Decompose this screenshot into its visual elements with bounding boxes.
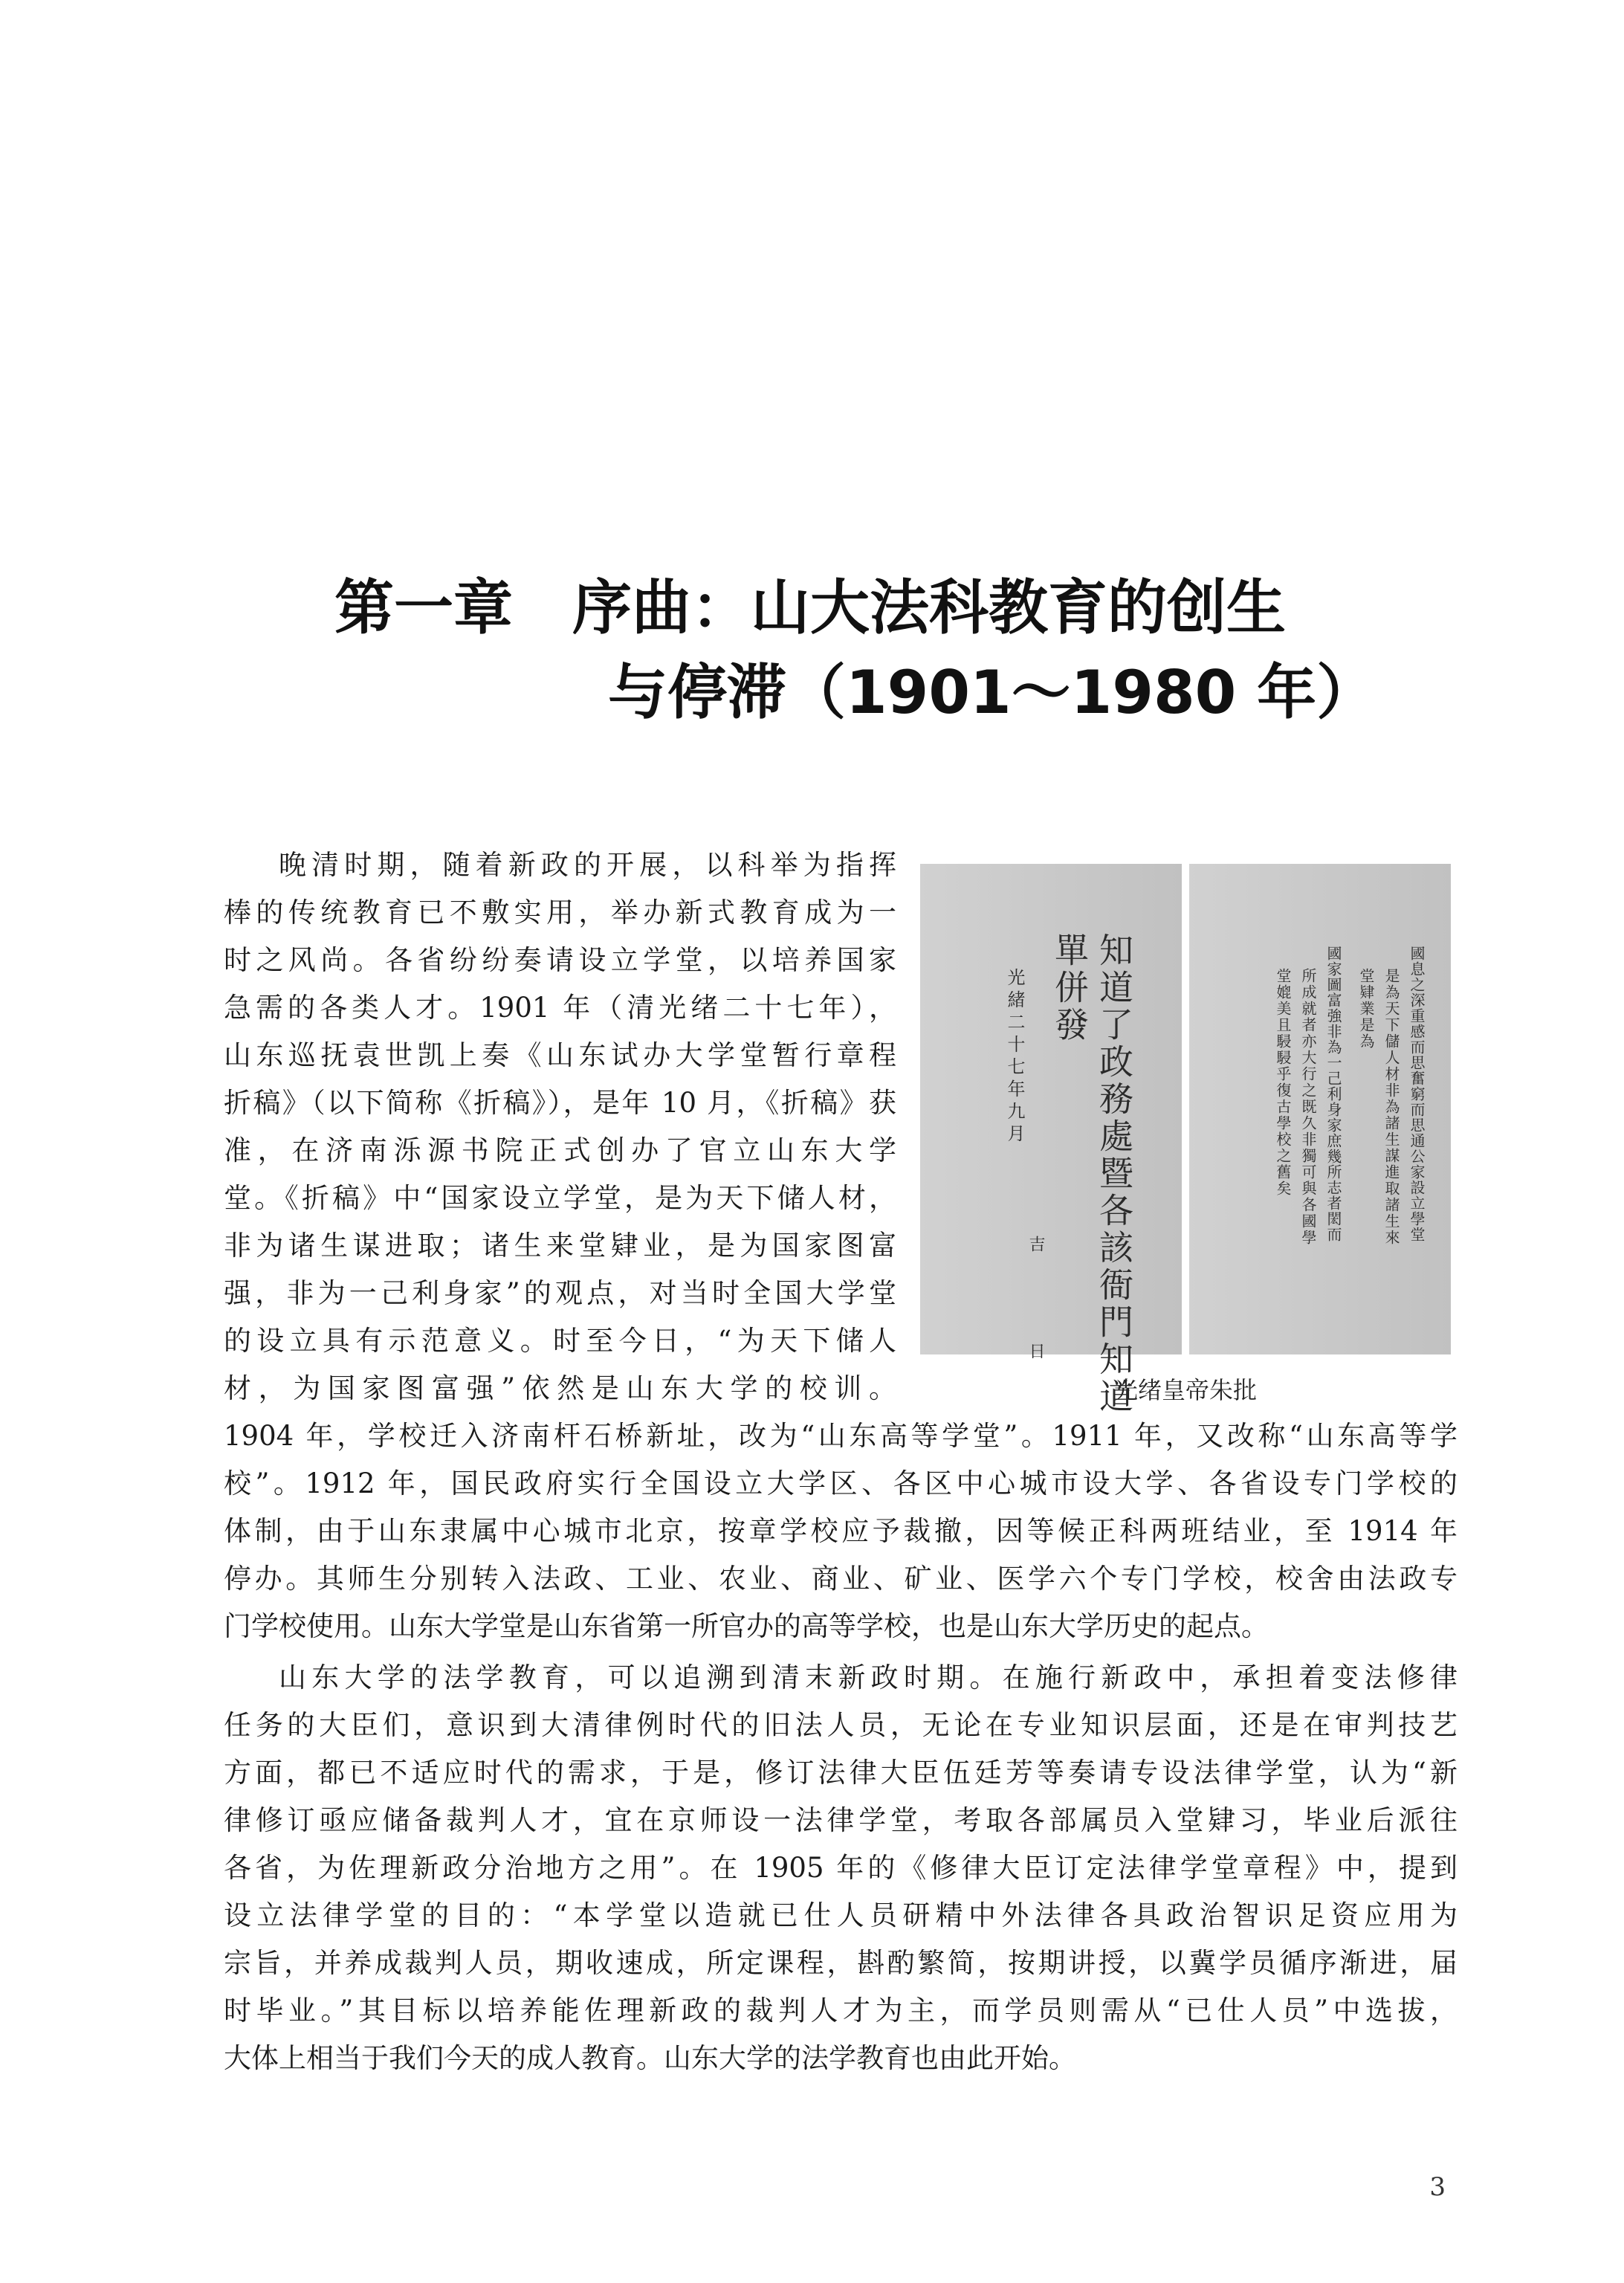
- figure-caption: 光绪皇帝朱批: [1113, 1376, 1257, 1404]
- text-line: 校”。1912 年，国民政府实行全国设立大学区、各区中心城市设大学、各省设专门学校的: [224, 1467, 1458, 1499]
- text-line: 准，在济南泺源书院正式创办了官立山东大学: [224, 1134, 896, 1166]
- memorial-text-column: 國息之深重感而思奮窮而思通公家設立學堂: [1408, 946, 1426, 1242]
- edict-scan-right: [1189, 864, 1451, 1354]
- text-line: 急需的各类人才。1901 年（清光绪二十七年），: [224, 992, 896, 1024]
- text-line: 方面，都已不适应时代的需求，于是，修订法律大臣伍廷芳等奏请专设法律学堂，认为“新: [224, 1757, 1458, 1789]
- edict-date-column: 光緒二十七年九月: [1004, 968, 1025, 1146]
- memorial-text-column: 所成就者亦大行之既久非獨可與各國學: [1299, 968, 1317, 1246]
- text-line: 各省，为佐理新政分治地方之用”。在 1905 年的《修律大臣订定法律学堂章程》中，提到: [224, 1852, 1458, 1884]
- text-line: 的设立具有示范意义。时至今日，“为天下储人: [224, 1325, 896, 1357]
- paragraph-2: [224, 1654, 1458, 2082]
- text-line: 非为诸生谋进取；诸生来堂肄业，是为国家图富: [224, 1230, 896, 1262]
- paragraph-1-continued: [224, 1412, 1458, 1650]
- text-line: 时毕业。”其目标以培养能佐理新政的裁判人才为主，而学员则需从“已仕人员”中选拔，: [224, 1995, 1458, 2027]
- text-line: 门学校使用。山东大学堂是山东省第一所官办的高等学校，也是山东大学历史的起点。: [224, 1610, 1269, 1642]
- edict-date-day: 吉 日: [1026, 1236, 1045, 1396]
- text-line: 停办。其师生分别转入法政、工业、农业、商业、矿业、医学六个专门学校，校舍由法政专: [224, 1563, 1458, 1595]
- memorial-text-column: 堂媲美且駸駸乎復古學校之舊矣: [1274, 968, 1292, 1197]
- text-line: 强，非为一己利身家”的观点，对当时全国大学堂: [224, 1277, 896, 1309]
- text-line: 体制，由于山东隶属中心城市北京，按章学校应予裁撤，因等候正科两班结业，至 1914 年: [224, 1515, 1458, 1547]
- text-line: 山东巡抚袁世凯上奏《山东试办大学堂暂行章程: [224, 1039, 896, 1071]
- edict-calligraphy-column: 單併發: [1049, 932, 1090, 1044]
- text-line: 材，为国家图富强”依然是山东大学的校训。: [224, 1372, 896, 1404]
- text-line: 堂。《折稿》中“国家设立学堂，是为天下储人材，: [224, 1182, 896, 1214]
- memorial-text-column: 國家圖富強非為一己利身家庶幾所志者閎而: [1324, 946, 1342, 1242]
- paragraph-1-wrapped: [224, 842, 896, 1412]
- text-line: 折稿》（以下简称《折稿》），是年 10 月，《折稿》获: [224, 1087, 896, 1119]
- memorial-text-column: 堂肄業是為: [1357, 968, 1375, 1050]
- text-line: 山东大学的法学教育，可以追溯到清末新政时期。在施行新政中，承担着变法修律: [279, 1662, 1458, 1693]
- text-line: 律修订亟应储备裁判人才，宜在京师设一法律学堂，考取各部属员入堂肄习，毕业后派往: [224, 1804, 1458, 1836]
- text-line: 任务的大臣们，意识到大清律例时代的旧法人员，无论在专业知识层面，还是在审判技艺: [224, 1709, 1458, 1741]
- text-line: 设立法律学堂的目的：“本学堂以造就已仕人员研精中外法律各具政治智识足资应用为: [224, 1899, 1458, 1931]
- edict-scan-left: [920, 864, 1182, 1415]
- text-line: 时之风尚。各省纷纷奏请设立学堂，以培养国家: [224, 944, 896, 976]
- text-line: 棒的传统教育已不敷实用，举办新式教育成为一: [224, 897, 896, 929]
- text-line: 大体上相当于我们今天的成人教育。山东大学的法学教育也由此开始。: [224, 2042, 1076, 2074]
- text-line: 宗旨，并养成裁判人员，期收速成，所定课程，斟酌繁简，按期讲授，以冀学员循序渐进，届: [224, 1947, 1458, 1979]
- chapter-title-line1: 第一章 序曲：山大法科教育的创生: [334, 573, 1286, 642]
- text-line: 1904 年，学校迁入济南杆石桥新址，改为“山东高等学堂”。1911 年，又改称“山东高等学: [224, 1420, 1458, 1452]
- page-number: 3: [1429, 2172, 1446, 2202]
- edict-calligraphy-column: 知道了政務處暨各該衙門知道: [1094, 932, 1134, 1415]
- memorial-text-column: 是為天下儲人材非為諸生謀進取諸生來: [1382, 968, 1400, 1246]
- text-line: 晚清时期，随着新政的开展，以科举为指挥: [279, 849, 896, 881]
- chapter-title-line2: 与停滞（1901～1980 年）: [608, 658, 1376, 727]
